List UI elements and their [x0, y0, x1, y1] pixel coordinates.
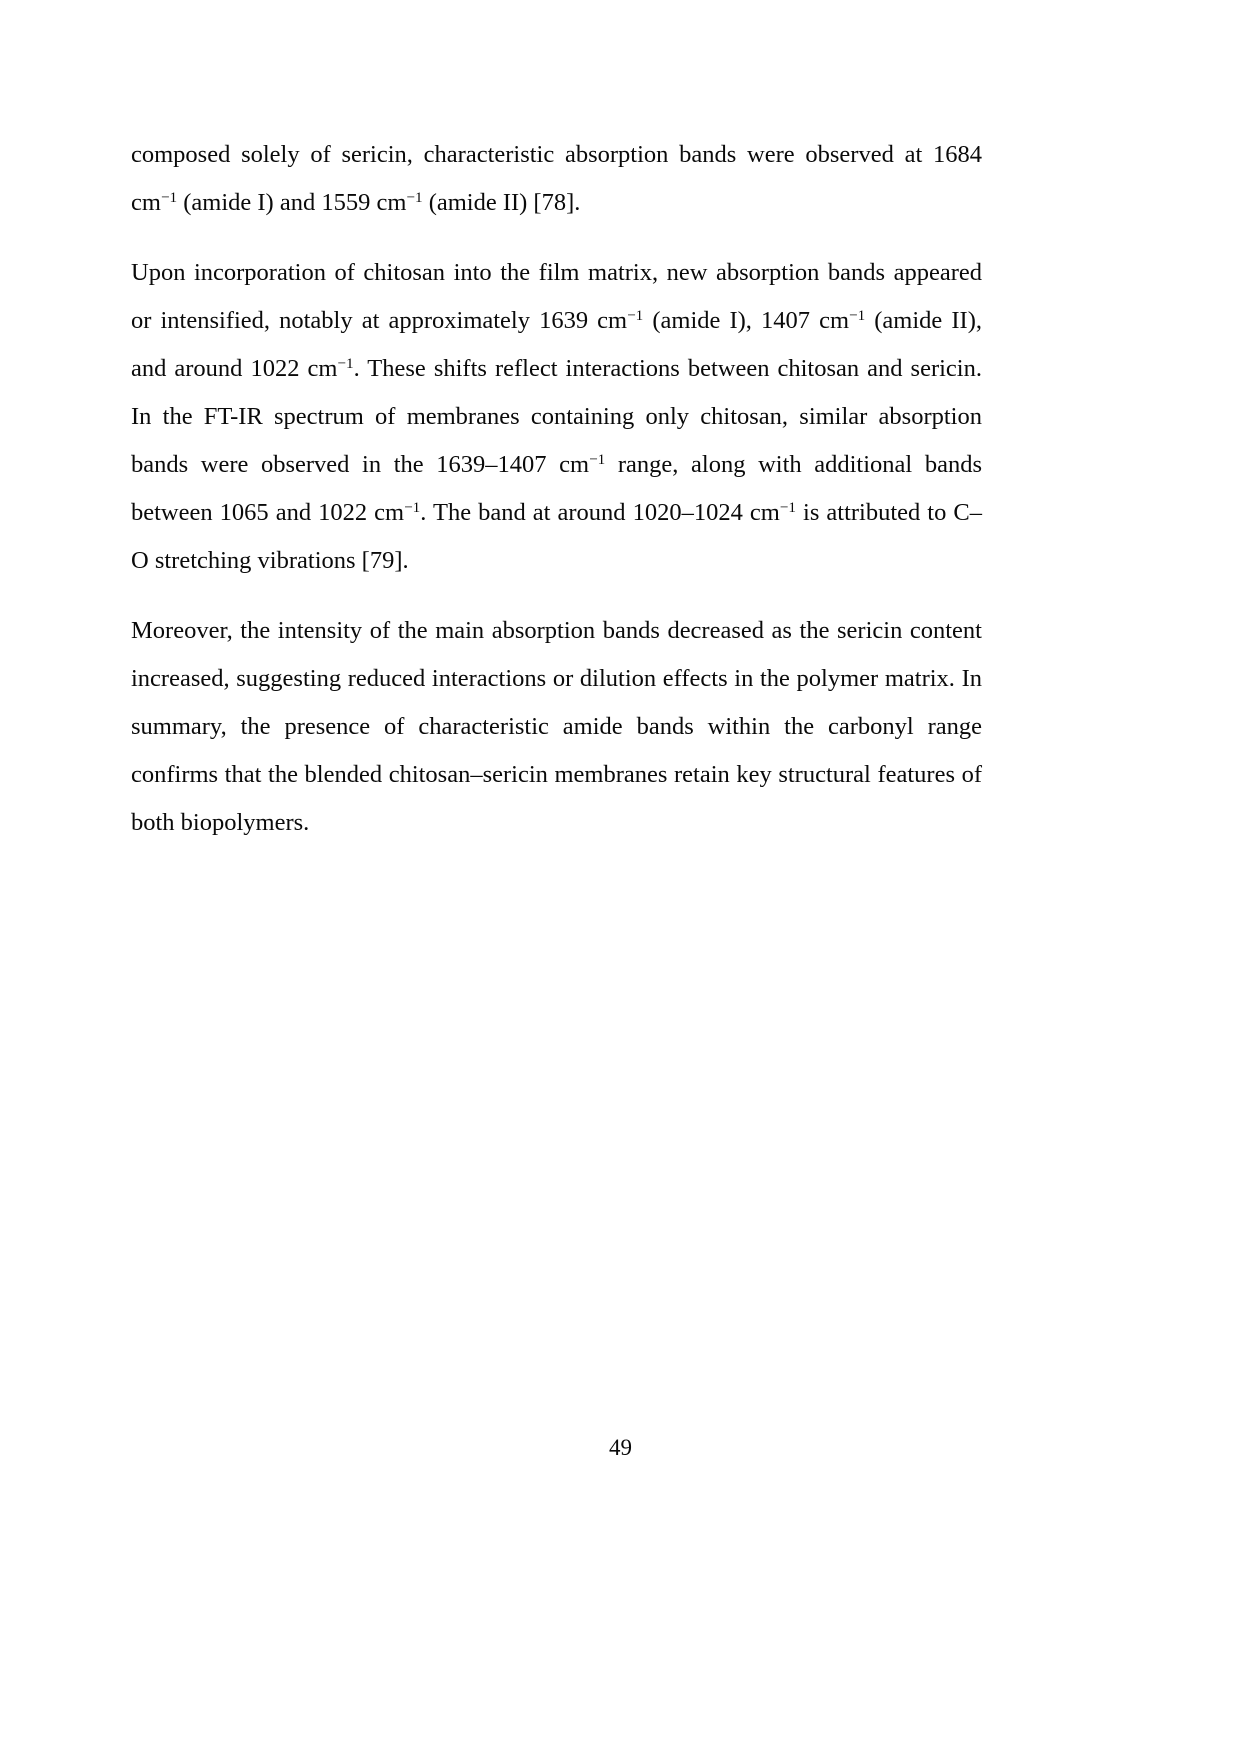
superscript-unit: −1	[589, 451, 606, 469]
body-text-column	[131, 131, 982, 847]
paragraph-1: composed solely of sericin, characteristic absorption bands were observed at 1684 $cm^{-1}$ (amide I) and 1559 $cm^{-1}$ (amide II) [78].	[131, 141, 982, 216]
superscript-unit: −1	[406, 189, 423, 207]
superscript-unit: −1	[337, 355, 354, 373]
paragraph-3: Moreover, the intensity of the main absorption bands decreased as the sericin content increased, suggesting reduced interactions or dilution effects in the polymer matrix. In summary, the presence of characteristic amide bands within the carbonyl range confirms that the blended chitosan–sericin membranes retain key structural features of both biopolymers.	[131, 617, 982, 836]
superscript-unit: −1	[627, 307, 644, 325]
superscript-unit: −1	[849, 307, 866, 325]
superscript-unit: −1	[779, 499, 796, 517]
page-number: 49	[609, 1435, 632, 1460]
superscript-unit: −1	[160, 189, 178, 207]
paragraph-2: Upon incorporation of chitosan into the film matrix, new absorption bands appeared or intensified, notably at approximately 1639 $cm^{-1}$ (amide I), 1407 $cm^{-1}$ (amide II), and around 1022 $cm^{-1}$. These shifts reflect interactions between chitosan and sericin. In the FT-IR spectrum of membranes containing only chitosan, similar absorption bands were observed in the 1639–1407 $cm^{-1}$ range, along with additional bands between 1065 and 1022 $cm^{-1}$. The band at around 1020–1024 $cm^{-1}$ is attributed to C–O stretching vibrations [79].	[131, 259, 982, 574]
superscript-unit: −1	[404, 499, 421, 517]
